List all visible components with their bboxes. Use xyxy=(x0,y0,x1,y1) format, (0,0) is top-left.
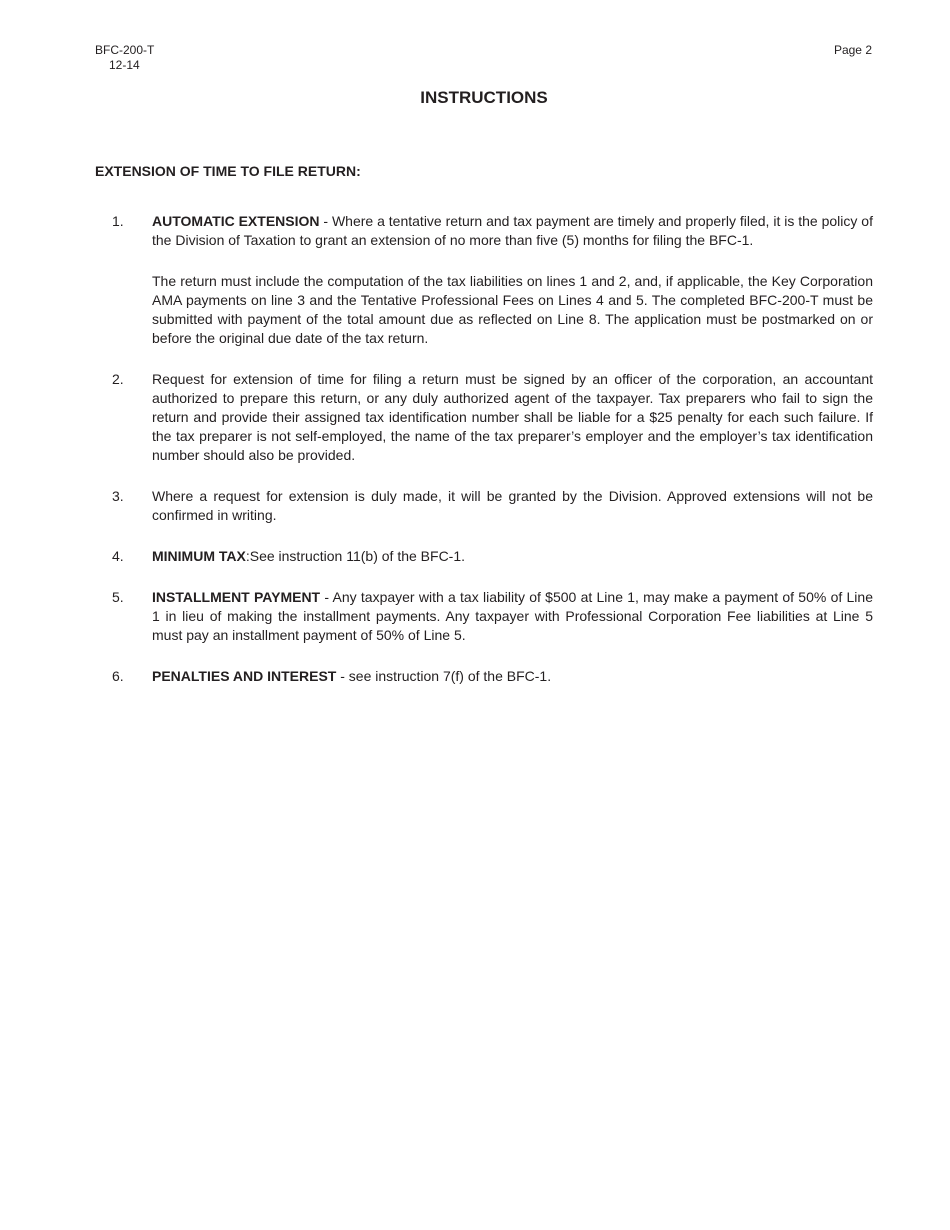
item-heading: INSTALLMENT PAYMENT xyxy=(152,589,321,605)
instruction-item-5 xyxy=(95,588,873,645)
item-heading: MINIMUM TAX xyxy=(152,548,246,564)
item-paragraph xyxy=(152,588,873,645)
item-paragraph xyxy=(152,547,873,566)
item-extra-paragraph: The return must include the computation of the tax liabilities on lines 1 and 2, and, if applicable, the Key Corporation AMA payments on line 3 and the Tentative Professional Fees on Lines 4 and 5. The completed BFC-200-T must be submitted with payment of the total amount due as reflected on Line 8. The application must be postmarked on or before the original due date of the tax return. xyxy=(152,273,873,346)
item-text: - Where a tentative return and tax payment are timely and properly filed, it is the policy of the Division of Taxation to grant an extension of no more than five (5) months for filing the BFC-1. xyxy=(152,213,873,248)
instruction-item-3 xyxy=(95,487,873,525)
instruction-item-4 xyxy=(95,547,873,566)
page-number: Page 2 xyxy=(833,43,872,57)
form-number: BFC-200-T xyxy=(95,43,155,57)
instruction-item-1 xyxy=(95,212,873,348)
item-text: - see instruction 7(f) of the BFC-1. xyxy=(336,668,552,684)
instruction-item-2 xyxy=(95,370,873,465)
item-paragraph xyxy=(152,212,873,250)
item-paragraph xyxy=(152,667,873,686)
item-number: 1. xyxy=(112,213,124,229)
item-heading: AUTOMATIC EXTENSION xyxy=(152,213,320,229)
item-number: 4. xyxy=(112,548,124,564)
form-revision: 12-14 xyxy=(109,58,140,72)
item-number: 2. xyxy=(112,371,124,387)
section-heading: EXTENSION OF TIME TO FILE RETURN: xyxy=(95,163,361,179)
page-title: INSTRUCTIONS xyxy=(420,88,548,107)
item-text: :See instruction 11(b) of the BFC-1. xyxy=(245,548,466,564)
instruction-item-6 xyxy=(95,667,873,686)
item-number: 6. xyxy=(112,668,124,684)
item-heading: PENALTIES AND INTEREST xyxy=(152,668,337,684)
item-number: 3. xyxy=(112,488,124,504)
item-text: - Any taxpayer with a tax liability of $500 at Line 1, may make a payment of 50% of Line 1 in lieu of making the installment payments. Any taxpayer with Professional Corporation Fee liabilities at Line 5 must pay an installment payment of 50% of Line 5. xyxy=(152,589,873,643)
item-text: Where a request for extension is duly made, it will be granted by the Division. Approved extensions will not be confirmed in writing. xyxy=(152,488,873,523)
instruction-list xyxy=(95,212,873,708)
item-number: 5. xyxy=(112,589,124,605)
item-paragraph xyxy=(152,487,873,525)
item-text: Request for extension of time for filing a return must be signed by an officer of the corporation, an accountant authorized to prepare this return, or any duly authorized agent of the taxpayer. Tax preparers who fail to sign the return and provide their assigned tax identification number shall be liable for a $25 penalty for each such failure. If the tax preparer is not self-employed, the name of the tax preparer’s employer and the employer’s tax identification number should also be provided. xyxy=(152,371,873,463)
form-identifier xyxy=(95,43,154,73)
item-paragraph xyxy=(152,370,873,465)
